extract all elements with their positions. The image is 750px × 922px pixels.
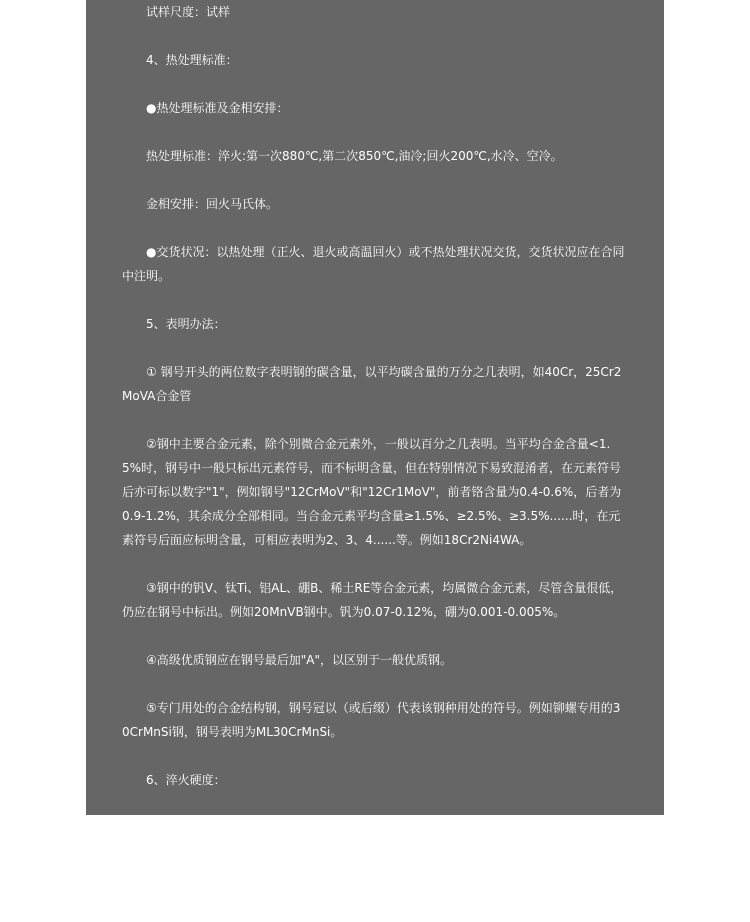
- paragraph-rule-5: ⑤专门用处的合金结构钢，钢号冠以（或后缀）代表该钢种用处的符号。例如铆螺专用的30CrMnSi钢，钢号表明为ML30CrMnSi。: [122, 701, 621, 739]
- heading-quench-hardness: 6、淬火硬度：: [146, 773, 226, 787]
- article-panel: [86, 0, 664, 815]
- article-content: [122, 0, 628, 816]
- paragraph-rule-4: ④高级优质钢应在钢号最后加"A"，以区别于一般优质钢。: [146, 653, 453, 667]
- paragraph-rule-2: ②钢中主要合金元素，除个别微合金元素外，一般以百分之几表明。当平均合金含量<1.5%时，钢号中一般只标出元素符号，而不标明含量，但在特别情况下易致混淆者，在元素符号后亦可标以数字"1"，例如钢号"12CrMoV"和"12Cr1MoV"，前者铬含量为0.4-0.6%，后者为0.9-1.2%，其余成分全部相同。当合金元素平均含量≥1.5%、≥2.5%、≥3.5%......时，在元素符号后面应标明含量，可相应表明为2、3、4......等。例如18Cr2Ni4WA。: [122, 437, 622, 547]
- heading-designation-method: 5、表明办法：: [146, 317, 226, 331]
- paragraph-heat-treatment-standard: 热处理标准：淬火:第一次880℃,第二次850℃,油冷;回火200℃,水冷、空冷。: [146, 149, 563, 163]
- paragraph-metallography: 金相安排：回火马氏体。: [146, 197, 279, 211]
- bullet-heat-treatment-and-metallography: ●热处理标准及金相安排：: [146, 101, 289, 115]
- bullet-delivery-condition: ●交货状况：以热处理（正火、退火或高温回火）或不热处理状况交货，交货状况应在合同中注明。: [122, 245, 625, 283]
- heading-heat-treatment-standard: 4、热处理标准：: [146, 53, 238, 67]
- paragraph-rule-3: ③钢中的钒V、钛Ti、铝AL、硼B、稀土RE等合金元素，均属微合金元素，尽管含量很低，仍应在钢号中标出。例如20MnVB钢中。钒为0.07-0.12%，硼为0.001-0.005%。: [122, 581, 623, 619]
- paragraph-rule-1: ① 钢号开头的两位数字表明钢的碳含量，以平均碳含量的万分之几表明，如40Cr，25Cr2MoVA合金管: [122, 365, 622, 403]
- paragraph-sample-size: 试样尺度：试样: [146, 5, 231, 19]
